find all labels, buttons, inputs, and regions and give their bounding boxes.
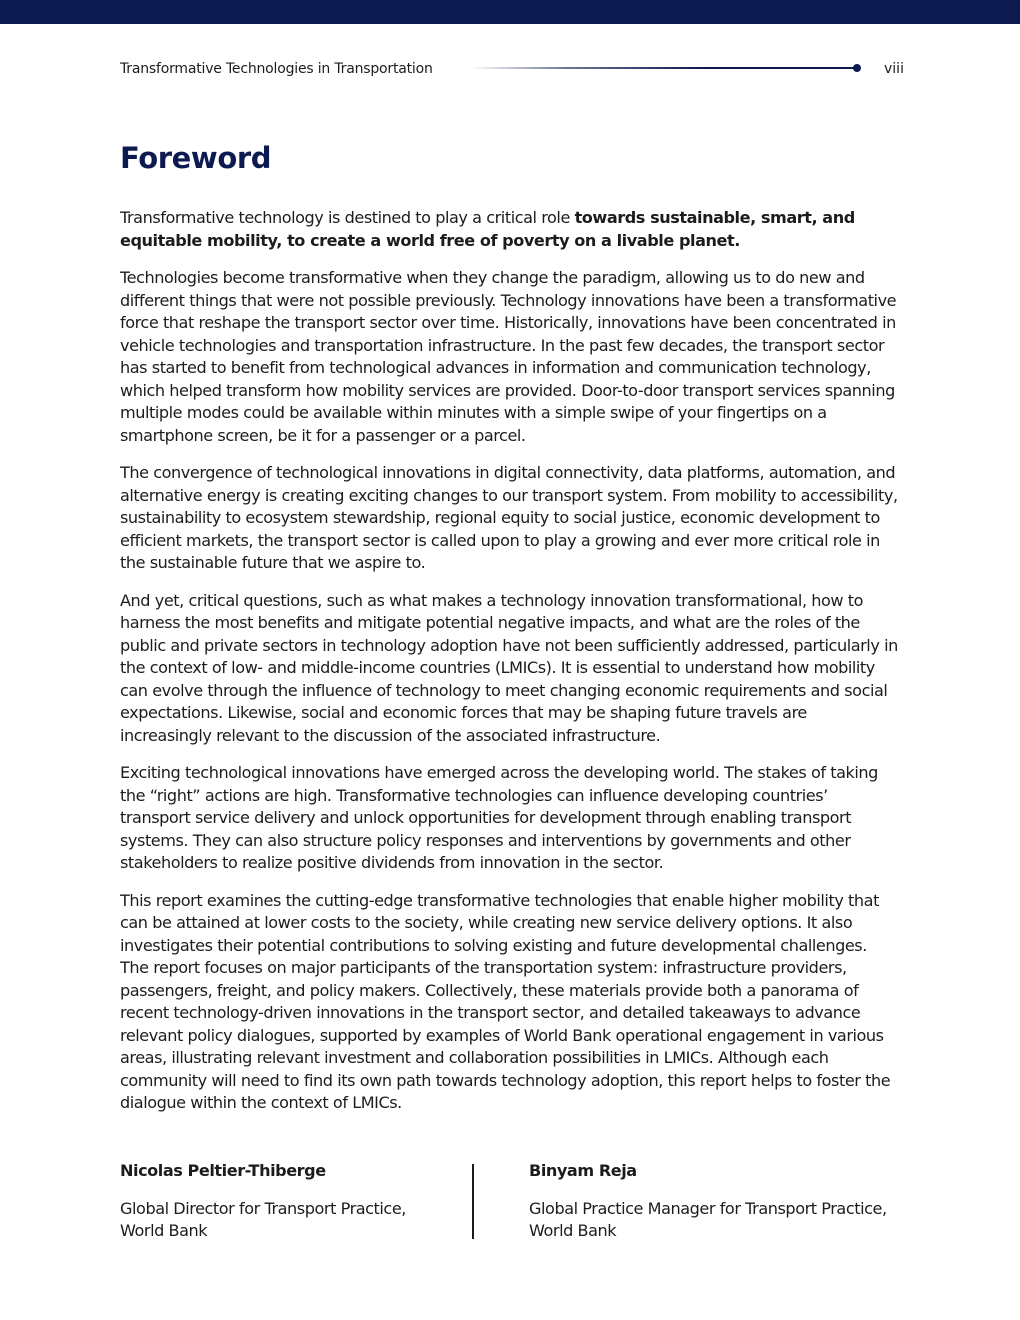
signatory-left — [120, 1160, 450, 1243]
signatory-name: Binyam Reja — [529, 1161, 637, 1180]
header-rule — [470, 67, 856, 69]
top-color-bar — [0, 0, 1020, 24]
intro-lead: Transformative technology is destined to play a critical role — [120, 208, 575, 227]
intro-bold: towards sustainable, smart, and equitable mobility, to create a world free of poverty on a livable planet. — [120, 208, 855, 250]
paragraph-5: This report examines the cutting-edge transformative technologies that enable higher mobility that can be attained at lower costs to the society, while creating new service delivery options. It also investigates their potential contributions to solving existing and future developmental challenges. The report focuses on major participants of the transportation system: infrastructure providers, passengers, freight, and policy makers. Collectively, these materials provide both a panorama of recent technology-driven innovations in the transport sector, and detailed takeaways to advance relevant policy dialogues, supported by examples of World Bank operational engagement in various areas, illustrating relevant investment and collaboration possibilities in LMICs. Although each community will need to find its own path towards technology adoption, this report helps to foster the dialogue within the context of LMICs. — [120, 890, 891, 1112]
signatory-name: Nicolas Peltier-Thiberge — [120, 1161, 326, 1180]
header-rule-dot — [853, 64, 861, 72]
signatory-divider — [472, 1164, 474, 1239]
paragraph-3: And yet, critical questions, such as what makes a technology innovation transformational, how to harness the most benefits and mitigate potential negative impacts, and what are the roles of the public and private sectors in technology adoption have not been sufficiently addressed, particularly in the context of low- and middle-income countries (LMICs). It is essential to understand how mobility can evolve through the influence of technology to meet changing economic requirements and social expectations. Likewise, social and economic forces that may be shaping future travels are increasingly relevant to the discussion of the associated infrastructure. — [120, 590, 898, 745]
intro-paragraph — [120, 207, 898, 252]
signatory-organization: World Bank — [120, 1221, 208, 1240]
signatory-role: Global Practice Manager for Transport Practice, — [529, 1198, 887, 1218]
signatory-right — [529, 1160, 909, 1243]
page-title: Foreword — [120, 141, 272, 175]
signatory-role: Global Director for Transport Practice, — [120, 1198, 406, 1218]
foreword-body — [120, 207, 898, 1130]
paragraph-1: Technologies become transformative when they change the paradigm, allowing us to do new and different things that were not possible previously. Technology innovations have been a transformative force that reshape the transport sector over time. Historically, innovations have been concentrated in vehicle technologies and transportation infrastructure. In the past few decades, the transport sector has started to benefit from technological advances in information and communication technology, which helped transform how mobility services are provided. Door-to-door transport services spanning multiple modes could be available within minutes with a simple swipe of your fingertips on a smartphone screen, be it for a passenger or a parcel. — [120, 268, 897, 445]
signatory-organization: World Bank — [529, 1221, 617, 1240]
paragraph-2: The convergence of technological innovations in digital connectivity, data platforms, automation, and alternative energy is creating exciting changes to our transport system. From mobility to accessibility, sustainability to ecosystem stewardship, regional equity to social justice, economic development to efficient markets, the transport sector is called upon to play a growing and ever more critical role in the sustainable future that we aspire to. — [120, 463, 898, 572]
running-header-title: Transformative Technologies in Transportation — [120, 61, 433, 77]
page-number: viii — [884, 61, 904, 77]
paragraph-4: Exciting technological innovations have emerged across the developing world. The stakes of taking the “right” actions are high. Transformative technologies can influence developing countries’ transport service delivery and unlock opportunities for development through enabling transport systems. They can also structure policy responses and interventions by governments and other stakeholders to realize positive dividends from innovation in the sector. — [120, 763, 878, 872]
